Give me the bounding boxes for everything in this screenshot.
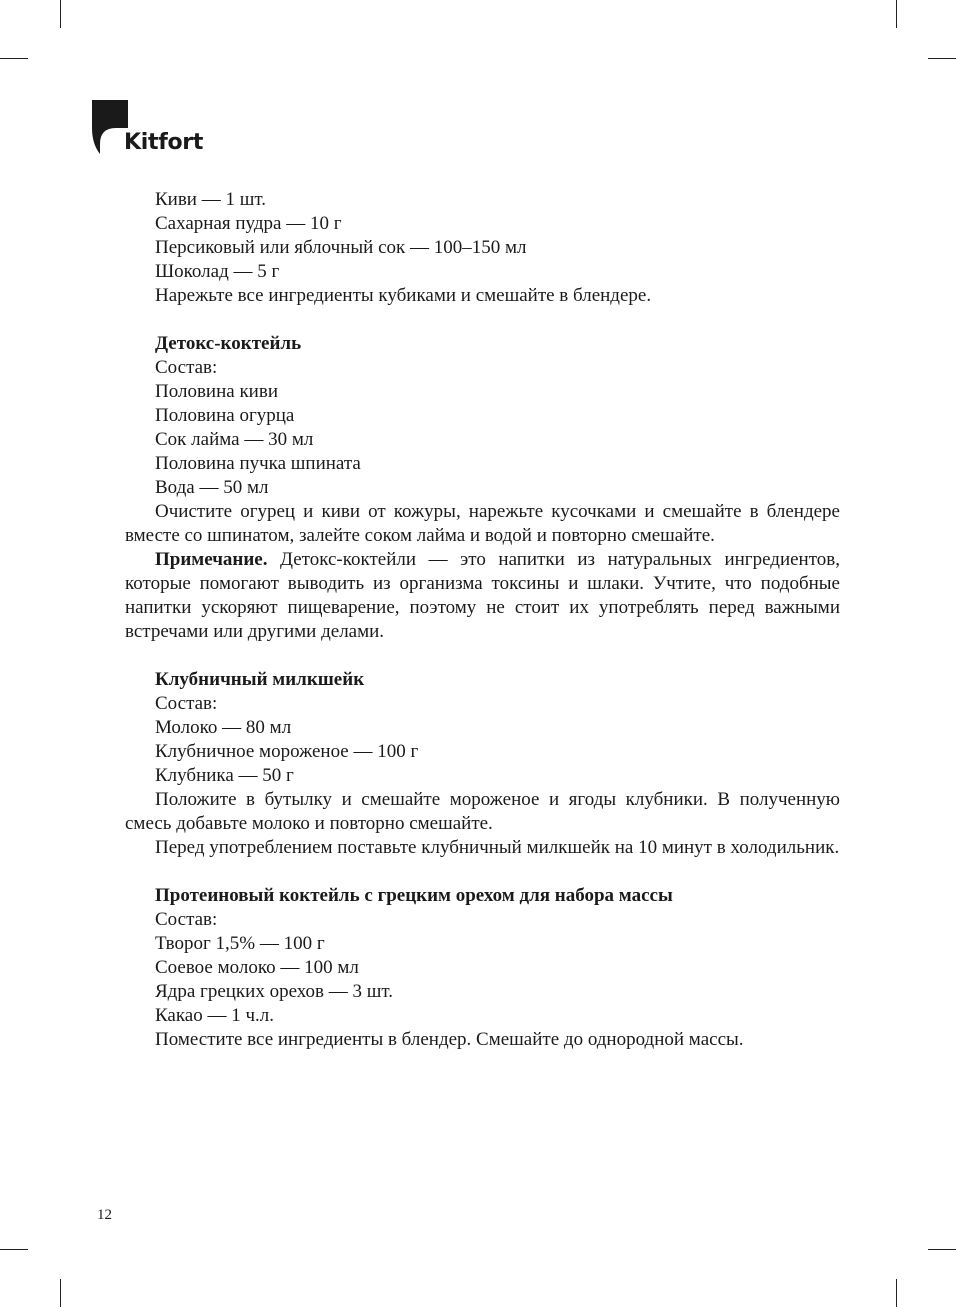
detox-title: Детокс-коктейль bbox=[155, 333, 302, 354]
crop-mark-top-left bbox=[60, 0, 61, 28]
page-number: 12 bbox=[97, 1207, 112, 1223]
detox-item: Сок лайма — 30 мл bbox=[155, 429, 314, 450]
protein-item: Какао — 1 ч.л. bbox=[155, 1005, 275, 1026]
crop-mark-bottom-right-h bbox=[928, 1249, 956, 1250]
protein-instruction: Поместите все ингредиенты в блендер. Смешайте до однородной массы. bbox=[155, 1029, 744, 1050]
intro-item: Киви — 1 шт. bbox=[155, 189, 266, 210]
protein-composition-label: Состав: bbox=[155, 909, 218, 930]
detox-note bbox=[125, 548, 840, 644]
protein-title: Протеиновый коктейль с грецким орехом для набора массы bbox=[155, 885, 673, 906]
strawberry-title: Клубничный милкшейк bbox=[155, 669, 365, 690]
crop-mark-bottom-right bbox=[896, 1279, 897, 1307]
crop-mark-top-right-h bbox=[928, 58, 956, 59]
crop-mark-bottom-left bbox=[60, 1279, 61, 1307]
note-label: Примечание. bbox=[155, 549, 268, 570]
protein-item: Соевое молоко — 100 мл bbox=[155, 957, 359, 978]
intro-item: Персиковый или яблочный сок — 100–150 мл bbox=[155, 237, 527, 258]
detox-instruction: Очистите огурец и киви от кожуры, нарежьте кусочками и смешайте в блендере вместе со шпинатом, залейте соком лайма и водой и повторно смешайте. bbox=[125, 501, 840, 546]
strawberry-item: Клубничное мороженое — 100 г bbox=[155, 741, 419, 762]
detox-item: Половина пучка шпината bbox=[155, 453, 361, 474]
crop-mark-top-left-h bbox=[0, 58, 28, 59]
brand-name: Kitfort bbox=[124, 130, 204, 155]
intro-item: Сахарная пудра — 10 г bbox=[155, 213, 342, 234]
strawberry-composition-label: Состав: bbox=[155, 693, 218, 714]
strawberry-item: Молоко — 80 мл bbox=[155, 717, 292, 738]
detox-item: Половина киви bbox=[155, 381, 278, 402]
protein-item: Творог 1,5% — 100 г bbox=[155, 933, 325, 954]
strawberry-item: Клубника — 50 г bbox=[155, 765, 294, 786]
crop-mark-bottom-left-h bbox=[0, 1249, 28, 1250]
strawberry-instruction-2: Перед употреблением поставьте клубничный милкшейк на 10 минут в холодильник. bbox=[155, 837, 840, 858]
recipe-content bbox=[125, 188, 840, 1052]
strawberry-instruction: Положите в бутылку и смешайте мороженое и ягоды клубники. В полученную смесь добавьте молоко и повторно смешайте. bbox=[125, 789, 840, 834]
note-text: Детокс-коктейли — это напитки из натуральных ингредиентов, которые помогают выводить из организма токсины и шлаки. Учтите, что подобные напитки ускоряют пищеварение, поэтому не стоит их употреблять перед важными встречами или другими делами. bbox=[125, 549, 840, 642]
detox-composition-label: Состав: bbox=[155, 357, 218, 378]
crop-mark-top-right bbox=[896, 0, 897, 28]
detox-item: Вода — 50 мл bbox=[155, 477, 269, 498]
detox-item: Половина огурца bbox=[155, 405, 295, 426]
intro-item: Шоколад — 5 г bbox=[155, 261, 280, 282]
protein-item: Ядра грецких орехов — 3 шт. bbox=[155, 981, 394, 1002]
intro-instruction: Нарежьте все ингредиенты кубиками и смешайте в блендере. bbox=[155, 285, 652, 306]
